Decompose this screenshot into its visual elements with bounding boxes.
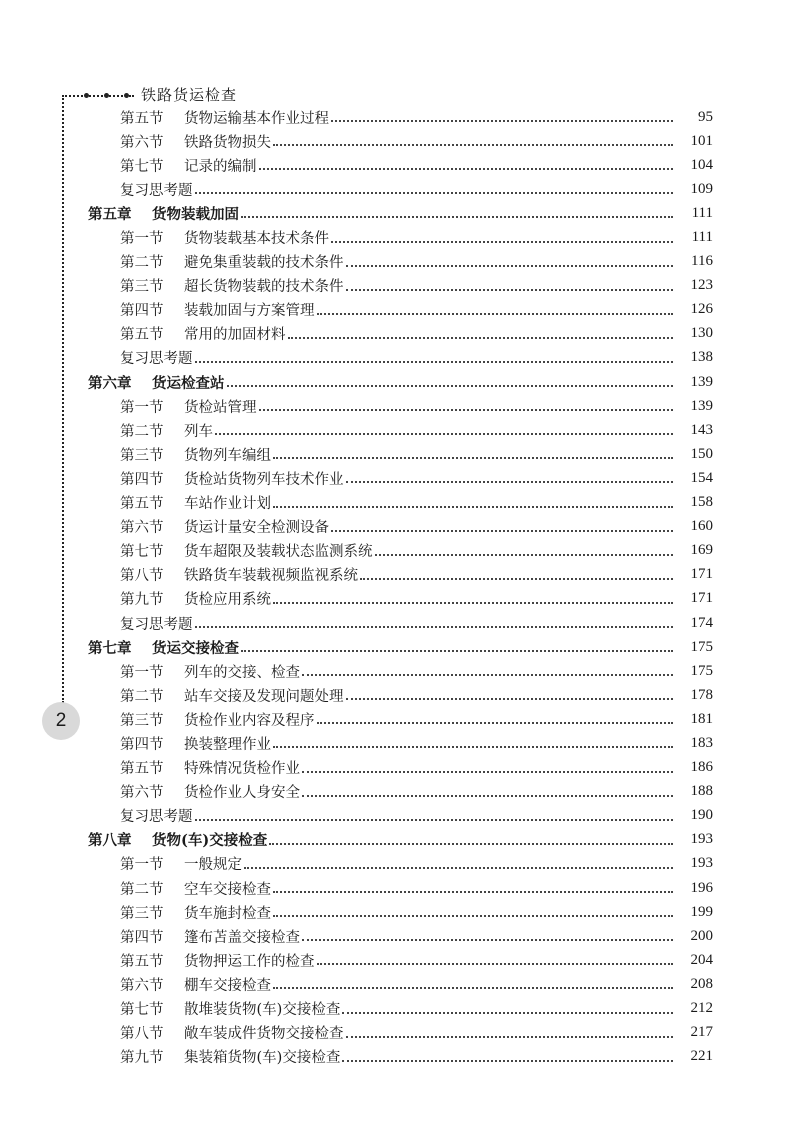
toc-entry-label: 第八节 bbox=[120, 1026, 164, 1043]
toc-entry-page-number: 208 bbox=[690, 975, 713, 992]
toc-leader-dots bbox=[331, 120, 673, 122]
toc-leader-dots bbox=[317, 722, 674, 724]
toc-entry-page-number: 186 bbox=[690, 759, 713, 776]
toc-section-entry[interactable] bbox=[0, 418, 800, 442]
toc-review-entry[interactable] bbox=[0, 611, 800, 635]
toc-section-entry[interactable] bbox=[0, 780, 800, 804]
toc-entry-label: 第七节 bbox=[120, 158, 164, 175]
toc-section-entry[interactable] bbox=[0, 996, 800, 1020]
toc-entry-label: 第九节 bbox=[120, 1050, 164, 1067]
toc-entry-label: 第一节 bbox=[120, 231, 164, 248]
toc-entry-title: 复习思考题 bbox=[120, 351, 193, 368]
toc-entry-label: 第一节 bbox=[120, 664, 164, 681]
toc-leader-dots bbox=[360, 578, 673, 580]
running-header-title: 铁路货运检查 bbox=[141, 86, 238, 104]
toc-section-entry[interactable] bbox=[0, 900, 800, 924]
toc-leader-dots bbox=[331, 241, 673, 243]
toc-section-entry[interactable] bbox=[0, 731, 800, 755]
toc-entry-label: 第五节 bbox=[120, 953, 164, 970]
toc-section-entry[interactable] bbox=[0, 948, 800, 972]
toc-entry-label: 第四节 bbox=[120, 929, 164, 946]
toc-leader-dots bbox=[302, 939, 673, 941]
toc-leader-dots bbox=[195, 192, 674, 194]
toc-entry-title: 超长货物装载的技术条件 bbox=[184, 279, 344, 296]
toc-leader-dots bbox=[346, 289, 674, 291]
header-ornament-dot bbox=[84, 93, 89, 98]
toc-leader-dots bbox=[259, 409, 674, 411]
toc-entry-label: 第五节 bbox=[120, 327, 164, 344]
toc-entry-label: 第六节 bbox=[120, 520, 164, 537]
toc-entry-label: 第一节 bbox=[120, 399, 164, 416]
toc-entry-title: 空车交接检查 bbox=[184, 881, 271, 898]
toc-entry-page-number: 193 bbox=[690, 831, 713, 848]
toc-entry-label: 第三节 bbox=[120, 905, 164, 922]
toc-section-entry[interactable] bbox=[0, 876, 800, 900]
toc-section-entry[interactable] bbox=[0, 1045, 800, 1069]
toc-entry-page-number: 126 bbox=[690, 301, 713, 318]
toc-entry-title: 散堆装货物(车)交接检查 bbox=[184, 1002, 341, 1019]
toc-entry-page-number: 139 bbox=[690, 373, 713, 390]
toc-entry-page-number: 139 bbox=[690, 397, 713, 414]
toc-section-entry[interactable] bbox=[0, 539, 800, 563]
toc-entry-label: 第六节 bbox=[120, 785, 164, 802]
toc-entry-label: 第五节 bbox=[120, 496, 164, 513]
toc-entry-title: 复习思考题 bbox=[120, 809, 193, 826]
toc-chapter-entry[interactable] bbox=[0, 635, 800, 659]
toc-entry-title: 货车超限及装载状态监测系统 bbox=[184, 544, 373, 561]
toc-entry-page-number: 193 bbox=[690, 855, 713, 872]
toc-entry-title: 列车的交接、检查 bbox=[184, 664, 300, 681]
toc-leader-dots bbox=[346, 1036, 674, 1038]
toc-entry-title: 货检应用系统 bbox=[184, 592, 271, 609]
toc-leader-dots bbox=[302, 795, 673, 797]
toc-review-entry[interactable] bbox=[0, 804, 800, 828]
toc-entry-title: 货运计量安全检测设备 bbox=[184, 520, 329, 537]
toc-entry-page-number: 181 bbox=[690, 710, 713, 727]
toc-entry-page-number: 150 bbox=[690, 445, 713, 462]
toc-entry-label: 第七节 bbox=[120, 1002, 164, 1019]
toc-entry-title: 货物(车)交接检查 bbox=[152, 832, 268, 850]
toc-entry-label: 第八章 bbox=[88, 832, 132, 850]
toc-entry-label: 第二节 bbox=[120, 881, 164, 898]
toc-entry-title: 列车 bbox=[184, 423, 213, 440]
toc-entry-page-number: 221 bbox=[690, 1048, 713, 1065]
toc-entry-label: 第六节 bbox=[120, 134, 164, 151]
toc-section-entry[interactable] bbox=[0, 852, 800, 876]
toc-section-entry[interactable] bbox=[0, 491, 800, 515]
toc-section-entry[interactable] bbox=[0, 466, 800, 490]
toc-leader-dots bbox=[241, 650, 673, 652]
toc-section-entry[interactable] bbox=[0, 298, 800, 322]
toc-leader-dots bbox=[241, 216, 673, 218]
toc-entry-title: 记录的编制 bbox=[184, 158, 257, 175]
toc-entry-title: 敞车装成件货物交接检查 bbox=[184, 1026, 344, 1043]
toc-entry-page-number: 123 bbox=[690, 277, 713, 294]
toc-leader-dots bbox=[302, 771, 673, 773]
toc-entry-title: 复习思考题 bbox=[120, 182, 193, 199]
toc-entry-page-number: 158 bbox=[690, 494, 713, 511]
toc-entry-page-number: 160 bbox=[690, 518, 713, 535]
toc-entry-page-number: 171 bbox=[690, 590, 713, 607]
toc-entry-page-number: 196 bbox=[690, 879, 713, 896]
toc-entry-label: 第一节 bbox=[120, 857, 164, 874]
toc-leader-dots bbox=[195, 819, 674, 821]
table-of-contents bbox=[0, 105, 800, 1069]
toc-entry-page-number: 116 bbox=[691, 253, 713, 270]
toc-leader-dots bbox=[273, 746, 673, 748]
toc-review-entry[interactable] bbox=[0, 177, 800, 201]
toc-entry-label: 第五章 bbox=[88, 205, 132, 223]
toc-section-entry[interactable] bbox=[0, 225, 800, 249]
toc-entry-label: 第四节 bbox=[120, 303, 164, 320]
toc-entry-page-number: 190 bbox=[690, 807, 713, 824]
toc-entry-title: 站车交接及发现问题处理 bbox=[184, 688, 344, 705]
toc-leader-dots bbox=[273, 506, 673, 508]
toc-section-entry[interactable] bbox=[0, 756, 800, 780]
toc-section-entry[interactable] bbox=[0, 105, 800, 129]
toc-entry-label: 第四节 bbox=[120, 471, 164, 488]
toc-leader-dots bbox=[195, 626, 674, 628]
toc-leader-dots bbox=[346, 698, 674, 700]
toc-entry-title: 复习思考题 bbox=[120, 616, 193, 633]
toc-entry-label: 第三节 bbox=[120, 712, 164, 729]
toc-entry-title: 货物运输基本作业过程 bbox=[184, 110, 329, 127]
toc-entry-label: 第三节 bbox=[120, 279, 164, 296]
toc-entry-page-number: 178 bbox=[690, 686, 713, 703]
toc-entry-title: 棚车交接检查 bbox=[184, 977, 271, 994]
toc-entry-page-number: 175 bbox=[690, 638, 713, 655]
toc-entry-title: 货检作业内容及程序 bbox=[184, 712, 315, 729]
toc-entry-label: 第五节 bbox=[120, 761, 164, 778]
toc-entry-page-number: 169 bbox=[690, 542, 713, 559]
toc-chapter-entry[interactable] bbox=[0, 201, 800, 225]
toc-entry-label: 第二节 bbox=[120, 688, 164, 705]
toc-entry-title: 集装箱货物(车)交接检查 bbox=[184, 1050, 341, 1067]
toc-entry-title: 一般规定 bbox=[184, 857, 242, 874]
toc-entry-label: 第七章 bbox=[88, 639, 132, 657]
toc-entry-page-number: 183 bbox=[690, 734, 713, 751]
toc-entry-title: 车站作业计划 bbox=[184, 496, 271, 513]
toc-entry-page-number: 143 bbox=[690, 421, 713, 438]
toc-leader-dots bbox=[331, 530, 673, 532]
toc-leader-dots bbox=[215, 433, 673, 435]
toc-leader-dots bbox=[273, 144, 673, 146]
toc-leader-dots bbox=[227, 385, 674, 387]
toc-entry-page-number: 188 bbox=[690, 783, 713, 800]
toc-entry-label: 第八节 bbox=[120, 568, 164, 585]
header-ornament-dot bbox=[124, 93, 129, 98]
toc-leader-dots bbox=[269, 843, 673, 845]
toc-entry-page-number: 171 bbox=[690, 566, 713, 583]
toc-leader-dots bbox=[342, 1012, 673, 1014]
toc-entry-page-number: 111 bbox=[691, 229, 713, 246]
toc-entry-title: 货检站货物列车技术作业 bbox=[184, 471, 344, 488]
toc-section-entry[interactable] bbox=[0, 129, 800, 153]
toc-leader-dots bbox=[273, 915, 673, 917]
toc-entry-title: 装载加固与方案管理 bbox=[184, 303, 315, 320]
toc-section-entry[interactable] bbox=[0, 250, 800, 274]
toc-entry-page-number: 204 bbox=[690, 951, 713, 968]
toc-entry-title: 特殊情况货检作业 bbox=[184, 761, 300, 778]
page-number-badge: 2 bbox=[42, 702, 80, 740]
toc-leader-dots bbox=[317, 313, 674, 315]
toc-entry-page-number: 154 bbox=[690, 469, 713, 486]
toc-entry-label: 第六章 bbox=[88, 374, 132, 392]
toc-chapter-entry[interactable] bbox=[0, 828, 800, 852]
toc-leader-dots bbox=[317, 963, 674, 965]
toc-entry-label: 第二节 bbox=[120, 255, 164, 272]
toc-leader-dots bbox=[244, 867, 673, 869]
toc-leader-dots bbox=[302, 674, 673, 676]
toc-section-entry[interactable] bbox=[0, 274, 800, 298]
toc-entry-title: 货运交接检查 bbox=[152, 639, 239, 657]
toc-entry-title: 铁路货物损失 bbox=[184, 134, 271, 151]
toc-section-entry[interactable] bbox=[0, 587, 800, 611]
toc-entry-page-number: 104 bbox=[690, 156, 713, 173]
toc-section-entry[interactable] bbox=[0, 153, 800, 177]
toc-entry-title: 避免集重装载的技术条件 bbox=[184, 255, 344, 272]
toc-leader-dots bbox=[273, 987, 673, 989]
toc-entry-page-number: 212 bbox=[690, 1000, 713, 1017]
toc-leader-dots bbox=[273, 602, 673, 604]
toc-entry-page-number: 130 bbox=[690, 325, 713, 342]
toc-review-entry[interactable] bbox=[0, 346, 800, 370]
toc-entry-label: 第二节 bbox=[120, 423, 164, 440]
toc-section-entry[interactable] bbox=[0, 563, 800, 587]
toc-entry-page-number: 200 bbox=[690, 927, 713, 944]
toc-entry-title: 货运检查站 bbox=[152, 374, 225, 392]
toc-section-entry[interactable] bbox=[0, 322, 800, 346]
toc-leader-dots bbox=[288, 337, 674, 339]
toc-leader-dots bbox=[273, 457, 673, 459]
toc-entry-page-number: 217 bbox=[690, 1024, 713, 1041]
toc-entry-page-number: 175 bbox=[690, 662, 713, 679]
toc-entry-page-number: 111 bbox=[691, 204, 713, 221]
toc-leader-dots bbox=[346, 265, 674, 267]
toc-entry-title: 货物列车编组 bbox=[184, 447, 271, 464]
toc-entry-page-number: 101 bbox=[690, 132, 713, 149]
toc-section-entry[interactable] bbox=[0, 707, 800, 731]
toc-section-entry[interactable] bbox=[0, 924, 800, 948]
toc-entry-label: 第六节 bbox=[120, 977, 164, 994]
toc-entry-page-number: 174 bbox=[690, 614, 713, 631]
toc-section-entry[interactable] bbox=[0, 394, 800, 418]
header-ornament-dot bbox=[104, 93, 109, 98]
toc-section-entry[interactable] bbox=[0, 659, 800, 683]
toc-entry-title: 换装整理作业 bbox=[184, 736, 271, 753]
toc-entry-title: 货物装载基本技术条件 bbox=[184, 231, 329, 248]
toc-section-entry[interactable] bbox=[0, 442, 800, 466]
toc-leader-dots bbox=[342, 1060, 673, 1062]
toc-entry-label: 第七节 bbox=[120, 544, 164, 561]
toc-entry-page-number: 138 bbox=[690, 349, 713, 366]
toc-leader-dots bbox=[273, 891, 673, 893]
toc-entry-title: 篷布苫盖交接检查 bbox=[184, 929, 300, 946]
toc-entry-title: 货物装载加固 bbox=[152, 205, 239, 223]
toc-entry-label: 第三节 bbox=[120, 447, 164, 464]
toc-entry-page-number: 95 bbox=[698, 108, 713, 125]
toc-section-entry[interactable] bbox=[0, 1021, 800, 1045]
toc-entry-page-number: 109 bbox=[690, 180, 713, 197]
toc-entry-title: 货检站管理 bbox=[184, 399, 257, 416]
toc-section-entry[interactable] bbox=[0, 515, 800, 539]
toc-section-entry[interactable] bbox=[0, 683, 800, 707]
toc-entry-title: 货物押运工作的检查 bbox=[184, 953, 315, 970]
toc-entry-label: 第九节 bbox=[120, 592, 164, 609]
toc-entry-label: 第四节 bbox=[120, 736, 164, 753]
toc-entry-title: 货检作业人身安全 bbox=[184, 785, 300, 802]
toc-leader-dots bbox=[259, 168, 674, 170]
toc-entry-title: 常用的加固材料 bbox=[184, 327, 286, 344]
toc-leader-dots bbox=[195, 361, 674, 363]
toc-entry-label: 第五节 bbox=[120, 110, 164, 127]
toc-entry-title: 货车施封检查 bbox=[184, 905, 271, 922]
toc-chapter-entry[interactable] bbox=[0, 370, 800, 394]
toc-leader-dots bbox=[375, 554, 674, 556]
toc-entry-title: 铁路货车装载视频监视系统 bbox=[184, 568, 358, 585]
toc-entry-page-number: 199 bbox=[690, 903, 713, 920]
toc-section-entry[interactable] bbox=[0, 972, 800, 996]
toc-leader-dots bbox=[346, 481, 674, 483]
